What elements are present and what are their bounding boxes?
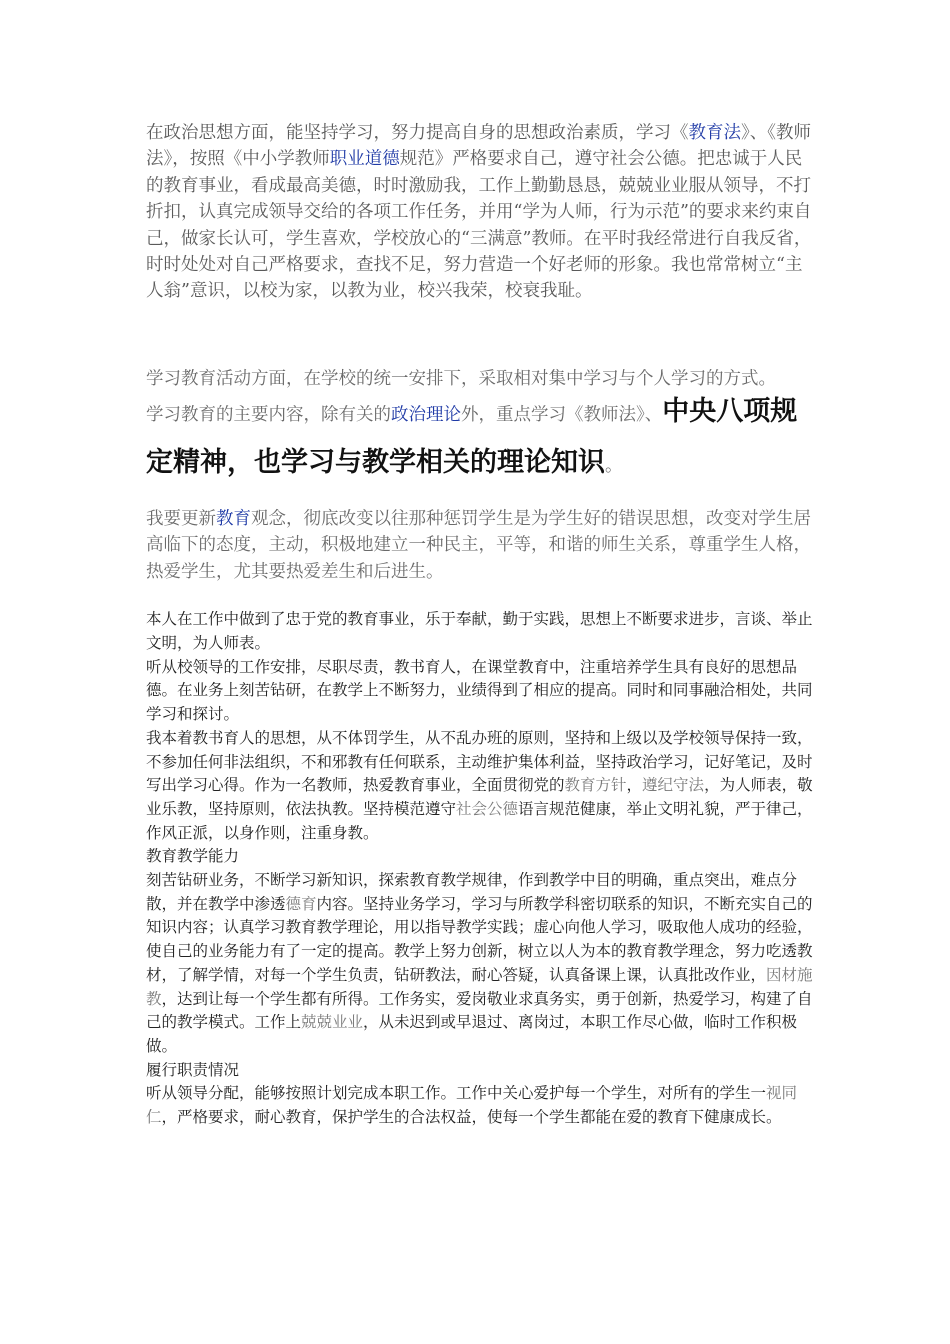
- text: 学习教育的主要内容，除有关的: [146, 404, 391, 425]
- text: 听从领导分配，能够按照计划完成本职工作。工作中关心爱护每一个学生，对所有的学生一: [146, 1084, 767, 1103]
- text: 观念，彻底改变以往那种惩罚学生是为学生好的错误思想，改变对学生居高临下的态度，主动，积极地建立一种民主，平等，和谐的师生关系，尊重学生人格，热爱学生，尤其要热爱差生和后进生。: [146, 508, 811, 582]
- paragraph-study-activity: 学习教育活动方面，在学校的统一安排下，采取相对集中学习与个人学习的方式。: [146, 368, 776, 389]
- text: 语言规范健康，举止文明礼貌，严于律己，作风正派，以身作则，注重身教。: [146, 799, 813, 842]
- text: 。: [605, 455, 623, 476]
- heading-teaching-ability: 教育教学能力: [146, 847, 240, 866]
- text: ，达到让每一个学生都有所得。工作务实，爱岗敬业求真务实，勇于创新，热爱学习，构建了自己的教学模式。工作上: [146, 989, 813, 1032]
- paragraph-principles: [146, 727, 818, 846]
- term-equal-treatment: 视同仁: [146, 1084, 798, 1127]
- text: 》、《教师法》，按照《中小学教师: [146, 123, 811, 170]
- heading-duties: 履行职责情况: [146, 1060, 240, 1079]
- text: 规范》严格要求自己，遵守社会公德。把忠诚于人民的教育事业，看成最高美德，时时激励我，工作上勤勤恳恳，兢兢业业服从领导，不打折扣，认真完成领导交给的各项工作任务，并用“学为人师，行为示范”的要求来约束自己，做家长认可，学生喜欢，学校放心的“三满意”教师。在平时我经常进行自我反省，时时处处对自己严格要求，查找不足，努力营造一个好老师的形象。我也常常树立“主人翁”意识，以校为家，以教为业，校兴我荣，校衰我耻。: [146, 149, 812, 302]
- text: ，从未迟到或早退过、离岗过，本职工作尽心做，临时工作积极做。: [146, 1013, 798, 1055]
- term-diligence: 兢兢业业: [301, 1013, 364, 1032]
- text: 外，重点学习《教师法》、: [461, 404, 663, 425]
- text: ，严格要求，耐心教育，保护学生的合法权益，使每一个学生都能在爱的教育下健康成长。: [161, 1108, 782, 1127]
- paragraph-study-content: [146, 388, 818, 490]
- text: 刻苦钻研业务，不断学习新知识，探索教育教学规律，作到教学中目的明确，重点突出，难点分散，并在教学中渗透: [146, 871, 798, 913]
- document-page: [146, 120, 818, 1130]
- term-moral-education: 德育: [285, 894, 317, 913]
- text: 内容。坚持业务学习，学习与所教学科密切联系的知识，不断充实自己的知识内容；认真学习教育教学理论，用以指导教学实践；虚心向他人学习，吸取他人成功的经验，使自己的业务能力有了一定的提高。教学上努力创新，树立以人为本的教育教学理念，努力吃透教材，了解学情，对每一个学生负责，钻研教法，耐心答疑，认真备课上课，认真批改作业，: [146, 894, 813, 984]
- paragraph-political-thought: [146, 120, 818, 305]
- text: 我要更新: [146, 508, 216, 529]
- text: 在政治思想方面，能坚持学习，努力提高自身的思想政治素质，学习《: [146, 123, 689, 143]
- paragraph-duties: [146, 1082, 818, 1129]
- term-individualized-teaching: 因材施教: [146, 965, 813, 1008]
- link-education-law[interactable]: 教育法: [688, 123, 741, 143]
- text: 我本着教书育人的思想，从不体罚学生，从不乱办班的原则，坚持和上级以及学校领导保持一致，不参加任何非法组织，不和邪教有任何联系，主动维护集体利益，坚持政治学习，记好笔记，及时写出学习心得。作为一名教师，热爱教育事业，全面贯彻党的: [146, 728, 813, 795]
- emphasis-text: 中央八项规定精神，也学习与教学相关的理论知识: [146, 395, 798, 478]
- text: ，为人师表，敬业乐教，坚持原则，依法执教。坚持模范遵守: [146, 776, 813, 818]
- term-social-morality: 社会公德: [456, 799, 519, 818]
- paragraph-education-concept: [146, 506, 818, 586]
- paragraph-obey-leadership: 听从校领导的工作安排，尽职尽责，教书育人，在课堂教育中，注重培养学生具有良好的思想品德。在业务上刻苦钻研，在教学上不断努力，业绩得到了相应的提高。同时和同事融洽相处，共同学习和探讨。: [146, 657, 813, 724]
- link-education[interactable]: 教育: [216, 508, 251, 529]
- link-political-theory[interactable]: 政治理论: [391, 404, 461, 425]
- link-professional-ethics[interactable]: 职业道德: [329, 149, 400, 170]
- text: ，: [626, 776, 643, 795]
- paragraph-teaching-ability: [146, 869, 818, 1059]
- term-law-abiding: 遵纪守法: [642, 776, 705, 795]
- term-education-policy: 教育方针: [564, 776, 627, 795]
- paragraph-loyalty: 本人在工作中做到了忠于党的教育事业，乐于奉献，勤于实践，思想上不断要求进步，言谈、举止文明，为人师表。: [146, 610, 813, 653]
- work-summary-section: [146, 608, 818, 1129]
